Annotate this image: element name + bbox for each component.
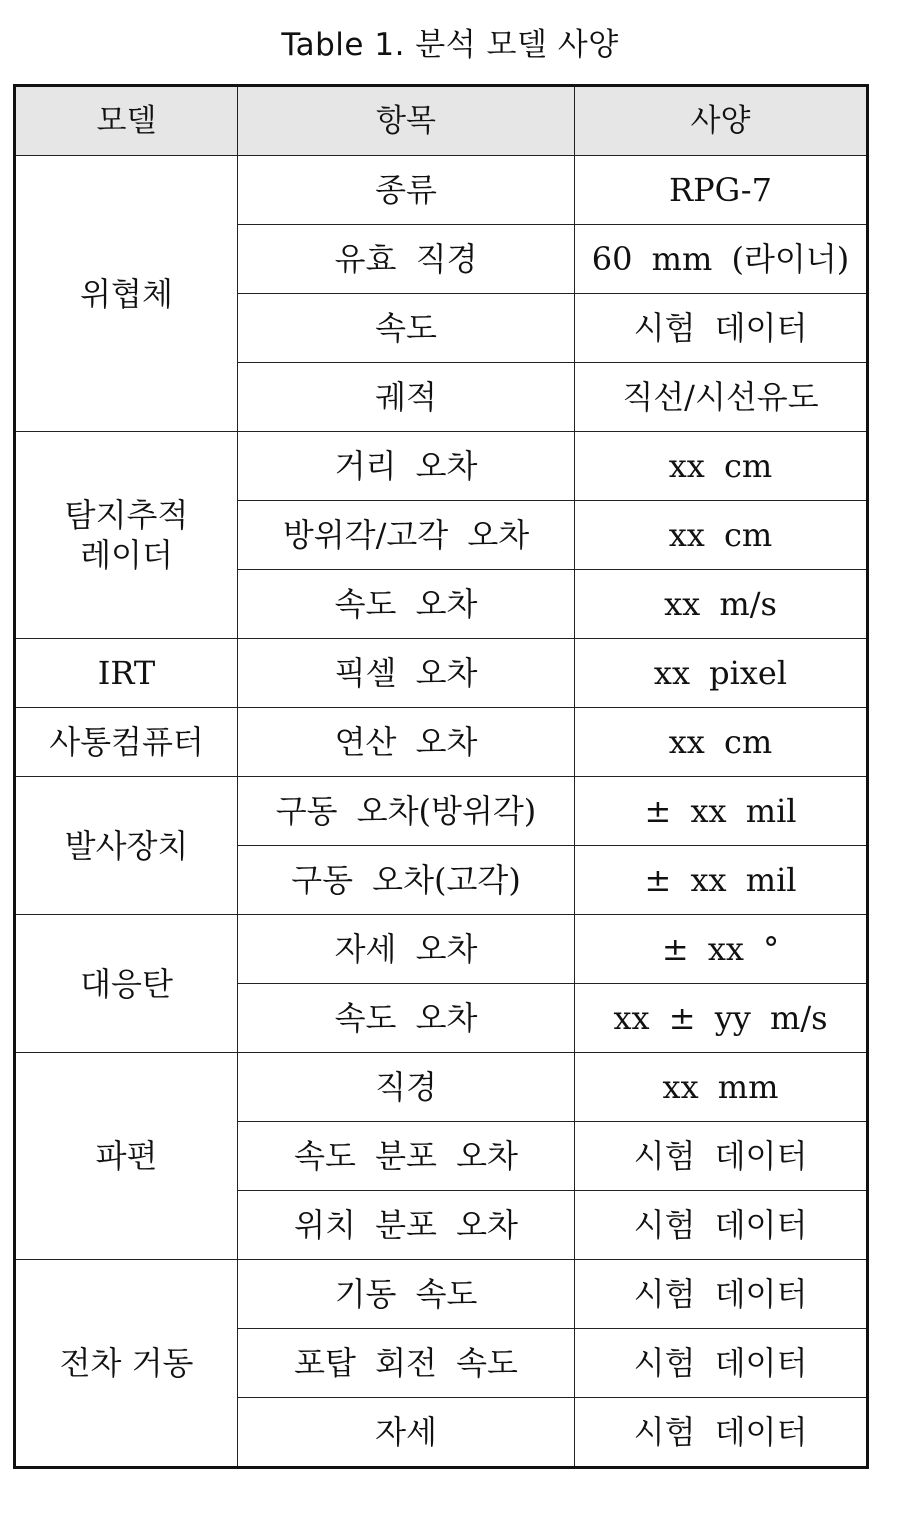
model-cell bbox=[15, 1053, 238, 1260]
model-name-line: 사통컴퓨터 bbox=[49, 723, 204, 761]
header-model: 모델 bbox=[15, 86, 238, 156]
model-cell bbox=[15, 156, 238, 432]
spec-cell: 시험 데이터 bbox=[575, 1191, 868, 1260]
spec-cell: 시험 데이터 bbox=[575, 1260, 868, 1329]
spec-cell: 시험 데이터 bbox=[575, 294, 868, 363]
table-body bbox=[15, 156, 868, 1468]
table-row bbox=[15, 915, 868, 984]
table-caption: Table 1. 분석 모델 사양 bbox=[281, 27, 619, 63]
header-spec: 사양 bbox=[575, 86, 868, 156]
spec-cell: xx cm bbox=[575, 708, 868, 777]
table-row bbox=[15, 156, 868, 225]
item-cell: 속도 bbox=[238, 294, 575, 363]
spec-cell: ± xx mil bbox=[575, 777, 868, 846]
item-cell: 위치 분포 오차 bbox=[238, 1191, 575, 1260]
item-cell: 자세 bbox=[238, 1398, 575, 1468]
spec-table bbox=[13, 84, 869, 1469]
header-row bbox=[15, 86, 868, 156]
item-cell: 구동 오차(방위각) bbox=[238, 777, 575, 846]
model-name-line: 레이더 bbox=[80, 536, 173, 574]
spec-cell: ± xx ° bbox=[575, 915, 868, 984]
table-row bbox=[15, 639, 868, 708]
item-cell: 속도 오차 bbox=[238, 984, 575, 1053]
model-name-line: 대응탄 bbox=[80, 964, 173, 1003]
item-cell: 종류 bbox=[238, 156, 575, 225]
table-header bbox=[15, 86, 868, 156]
spec-cell: xx pixel bbox=[575, 639, 868, 708]
model-name-line: 파편 bbox=[95, 1137, 158, 1175]
spec-cell: xx ± yy m/s bbox=[575, 984, 868, 1053]
model-name-line: IRT bbox=[97, 654, 156, 692]
item-cell: 연산 오차 bbox=[238, 708, 575, 777]
spec-cell: ± xx mil bbox=[575, 846, 868, 915]
spec-cell: xx m/s bbox=[575, 570, 868, 639]
spec-cell: 시험 데이터 bbox=[575, 1329, 868, 1398]
item-cell: 자세 오차 bbox=[238, 915, 575, 984]
model-cell bbox=[15, 777, 238, 915]
item-cell: 구동 오차(고각) bbox=[238, 846, 575, 915]
model-name-line: 발사장치 bbox=[64, 826, 189, 865]
header-item: 항목 bbox=[238, 86, 575, 156]
spec-cell: 시험 데이터 bbox=[575, 1122, 868, 1191]
table-row bbox=[15, 708, 868, 777]
spec-cell: xx mm bbox=[575, 1053, 868, 1122]
item-cell: 속도 분포 오차 bbox=[238, 1122, 575, 1191]
spec-cell: 60 mm (라이너) bbox=[575, 225, 868, 294]
model-name-line: 전차 거동 bbox=[59, 1344, 194, 1382]
model-name-line: 위협체 bbox=[80, 274, 173, 313]
spec-cell: xx cm bbox=[575, 432, 868, 501]
item-cell: 궤적 bbox=[238, 363, 575, 432]
spec-cell: 시험 데이터 bbox=[575, 1398, 868, 1468]
spec-cell: xx cm bbox=[575, 501, 868, 570]
item-cell: 거리 오차 bbox=[238, 432, 575, 501]
item-cell: 유효 직경 bbox=[238, 225, 575, 294]
model-cell bbox=[15, 915, 238, 1053]
model-cell bbox=[15, 432, 238, 639]
model-cell bbox=[15, 639, 238, 708]
item-cell: 포탑 회전 속도 bbox=[238, 1329, 575, 1398]
table-row bbox=[15, 1053, 868, 1122]
item-cell: 방위각/고각 오차 bbox=[238, 501, 575, 570]
item-cell: 픽셀 오차 bbox=[238, 639, 575, 708]
table-row bbox=[15, 1260, 868, 1329]
spec-cell: 직선/시선유도 bbox=[575, 363, 868, 432]
table-row bbox=[15, 777, 868, 846]
model-cell bbox=[15, 1260, 238, 1468]
model-name-line: 탐지추적 bbox=[64, 496, 189, 534]
item-cell: 직경 bbox=[238, 1053, 575, 1122]
item-cell: 기동 속도 bbox=[238, 1260, 575, 1329]
spec-cell: RPG-7 bbox=[575, 156, 868, 225]
table-row bbox=[15, 432, 868, 501]
model-cell bbox=[15, 708, 238, 777]
item-cell: 속도 오차 bbox=[238, 570, 575, 639]
